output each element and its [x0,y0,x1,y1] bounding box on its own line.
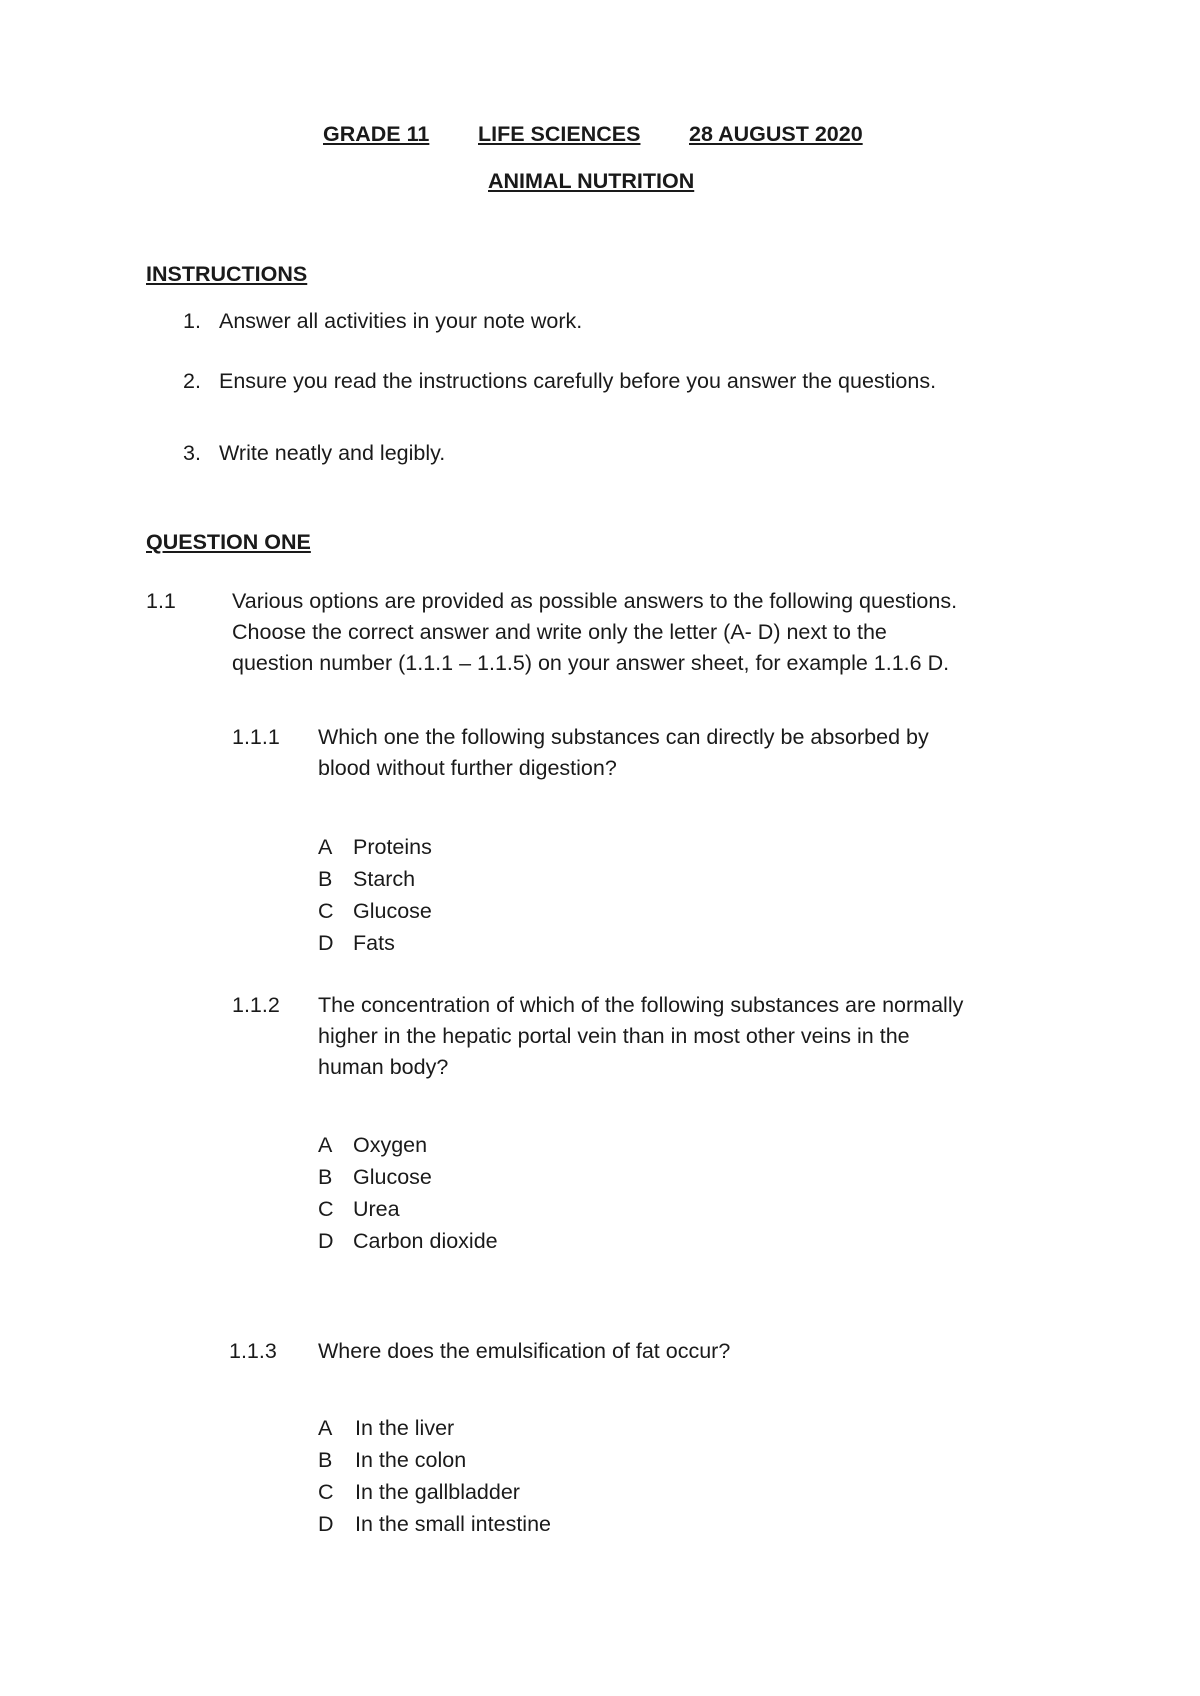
option-letter: C [318,1197,334,1221]
subquestion-number: 1.1.3 [229,1339,277,1363]
option-text: Starch [353,867,416,891]
question-number: 1.1 [146,589,176,613]
option-text: Urea [353,1197,400,1221]
option-letter: D [318,1229,334,1253]
subquestion-number: 1.1.1 [232,725,280,749]
option-letter: B [318,867,333,891]
subquestion-number: 1.1.2 [232,993,280,1017]
option-text: Carbon dioxide [353,1229,498,1253]
grade-label: GRADE 11 [323,122,430,146]
question-text-line: Various options are provided as possible answers to the following questions. [232,589,958,613]
instruction-number: 2. [183,369,201,393]
option-text: In the liver [355,1416,455,1440]
subquestion-text-line: The concentration of which of the following substances are normally [318,993,964,1017]
subquestion-text-line: higher in the hepatic portal vein than in most other veins in the [318,1024,910,1048]
option-text: In the small intestine [355,1512,551,1536]
option-letter: A [318,1416,333,1440]
option-text: Glucose [353,1165,432,1189]
topic-title: ANIMAL NUTRITION [488,169,695,193]
option-letter: A [318,1133,333,1157]
question-one-heading: QUESTION ONE [146,530,311,554]
option-text: In the colon [355,1448,467,1472]
instruction-number: 1. [183,309,201,333]
option-text: In the gallbladder [355,1480,520,1504]
question-text-line: Choose the correct answer and write only the letter (A- D) next to the [232,620,887,644]
subquestion-text-line: human body? [318,1055,449,1079]
option-text: Proteins [353,835,432,859]
subject-label: LIFE SCIENCES [478,122,641,146]
date-label: 28 AUGUST 2020 [689,122,863,146]
instruction-number: 3. [183,441,201,465]
question-text-line: question number (1.1.1 – 1.1.5) on your answer sheet, for example 1.1.6 D. [232,651,950,675]
option-letter: D [318,1512,334,1536]
instructions-heading: INSTRUCTIONS [146,262,308,286]
instruction-text: Ensure you read the instructions carefully before you answer the questions. [219,369,937,393]
option-text: Fats [353,931,395,955]
option-text: Oxygen [353,1133,428,1157]
option-letter: B [318,1165,333,1189]
option-letter: A [318,835,333,859]
option-letter: B [318,1448,333,1472]
instruction-text: Answer all activities in your note work. [219,309,583,333]
subquestion-text-line: Where does the emulsification of fat occur? [318,1339,731,1363]
instruction-text: Write neatly and legibly. [219,441,446,465]
option-letter: D [318,931,334,955]
option-letter: C [318,1480,334,1504]
subquestion-text-line: blood without further digestion? [318,756,617,780]
option-letter: C [318,899,334,923]
subquestion-text-line: Which one the following substances can directly be absorbed by [318,725,929,749]
option-text: Glucose [353,899,432,923]
